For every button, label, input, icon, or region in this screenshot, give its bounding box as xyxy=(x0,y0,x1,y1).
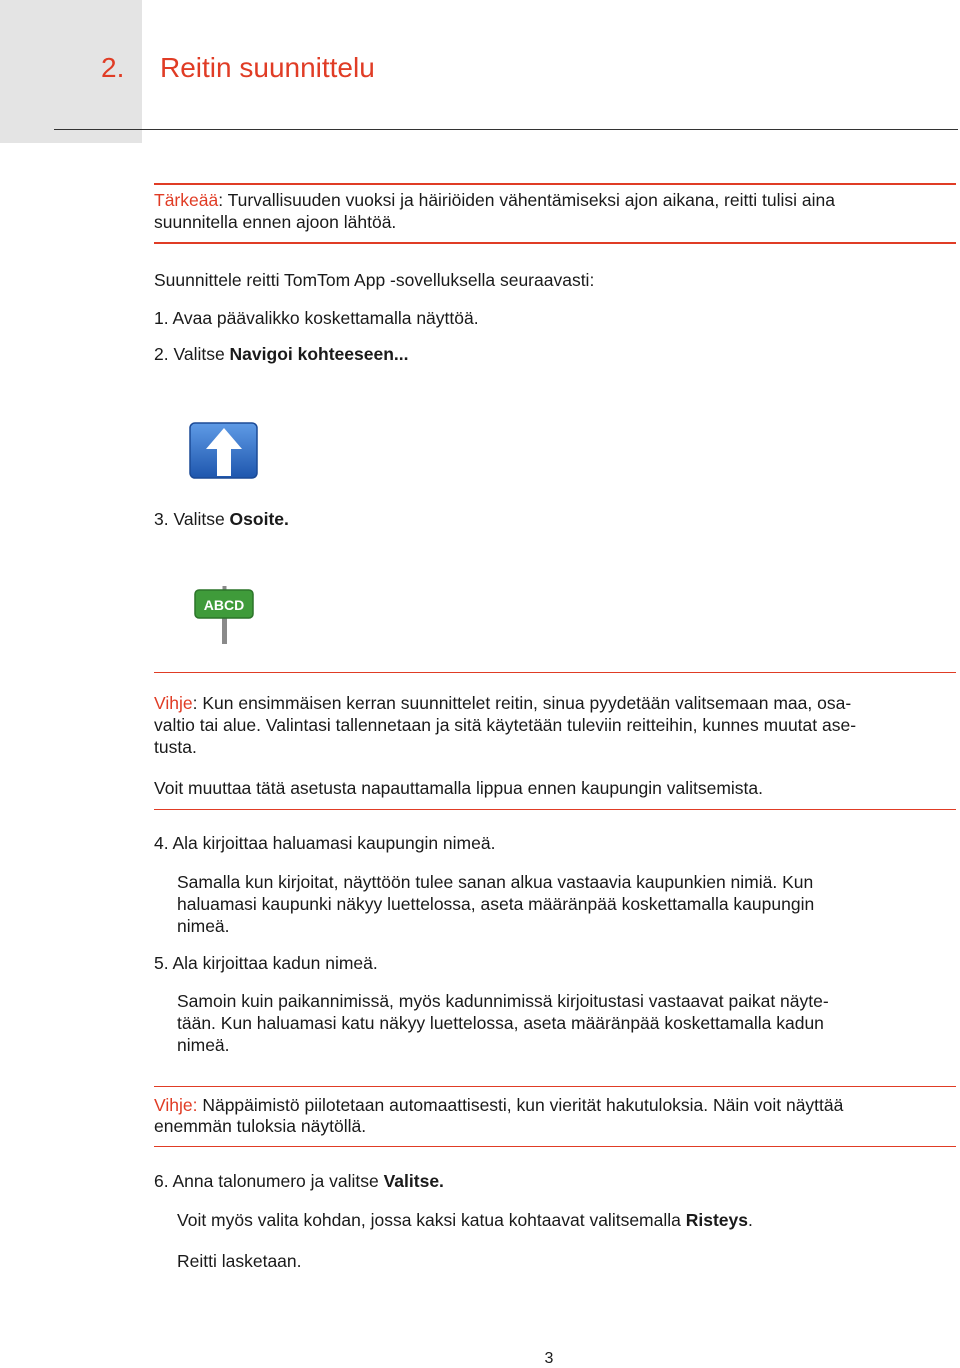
step-4-line-2: haluamasi kaupunki näkyy luettelossa, aseta määränpää koskettamalla kaupungin xyxy=(177,894,815,914)
tip1-line-4: Voit muuttaa tätä asetusta napauttamalla lippua ennen kaupungin valitsemista. xyxy=(154,778,764,798)
navigate-arrow-icon xyxy=(189,422,259,485)
important-top-rule xyxy=(154,183,956,185)
step-5-line-3: nimeä. xyxy=(177,1035,230,1055)
tip2-top-rule xyxy=(154,1086,956,1087)
sign-label: ABCD xyxy=(203,597,245,613)
step-3: 3. Valitse Osoite. xyxy=(154,509,289,529)
step-4-title: 4. Ala kirjoittaa haluamasi kaupungin nimeä. xyxy=(154,833,496,853)
final-text: Reitti lasketaan. xyxy=(177,1251,302,1271)
important-bottom-rule xyxy=(154,242,956,244)
step-5-line-2: tään. Kun haluamasi katu näkyy luettelossa, aseta määränpää koskettamalla kadun xyxy=(177,1013,824,1033)
tip2-line-2: enemmän tuloksia näytöllä. xyxy=(154,1116,367,1136)
chapter-title: Reitin suunnittelu xyxy=(160,52,375,83)
tip2-bottom-rule xyxy=(154,1146,956,1147)
step-5-title: 5. Ala kirjoittaa kadun nimeä. xyxy=(154,953,378,973)
step-1: 1. Avaa päävalikko koskettamalla näyttöä. xyxy=(154,308,479,328)
step-5-line-1: Samoin kuin paikannimissä, myös kadunnimissä kirjoitustasi vastaavat paikat näyte- xyxy=(177,991,829,1011)
step-4-line-3: nimeä. xyxy=(177,916,230,936)
tip1-bottom-rule xyxy=(154,809,956,810)
tip1-line-1: Vihje: Kun ensimmäisen kerran suunnittelet reitin, sinua pyydetään valitsemaan maa, osa- xyxy=(154,693,852,713)
step-2: 2. Valitse Navigoi kohteeseen... xyxy=(154,344,409,364)
step-6-detail: Voit myös valita kohdan, jossa kaksi katua kohtaavat valitsemalla Risteys. xyxy=(177,1210,753,1230)
tip2-label: Vihje: xyxy=(154,1095,198,1115)
tip1-label: Vihje xyxy=(154,693,193,713)
intro-text: Suunnittele reitti TomTom App -sovelluksella seuraavasti: xyxy=(154,270,595,290)
tip2-line-1: Vihje: Näppäimistö piilotetaan automaattisesti, kun vierität hakutuloksia. Näin voit näyttää xyxy=(154,1095,844,1115)
important-line-2: suunnitella ennen ajoon lähtöä. xyxy=(154,212,397,232)
important-line-1: Tärkeää: Turvallisuuden vuoksi ja häiriöiden vähentämiseksi ajon aikana, reitti tulisi aina xyxy=(154,190,835,210)
tip1-line-2: valtio tai alue. Valintasi tallennetaan ja sitä käytetään tuleviin reitteihin, kunnes muutat ase- xyxy=(154,715,857,735)
tip1-line-3: tusta. xyxy=(154,737,197,757)
step-4-line-1: Samalla kun kirjoitat, näyttöön tulee sanan alkua vastaavia kaupunkien nimiä. Kun xyxy=(177,872,814,892)
chapter-number: 2. xyxy=(101,52,125,83)
page-number: 3 xyxy=(544,1350,554,1367)
address-sign-icon xyxy=(194,586,256,651)
step-6: 6. Anna talonumero ja valitse Valitse. xyxy=(154,1171,444,1191)
header-rule xyxy=(54,129,958,130)
tip1-top-rule xyxy=(154,672,956,673)
important-label: Tärkeää xyxy=(154,190,219,210)
